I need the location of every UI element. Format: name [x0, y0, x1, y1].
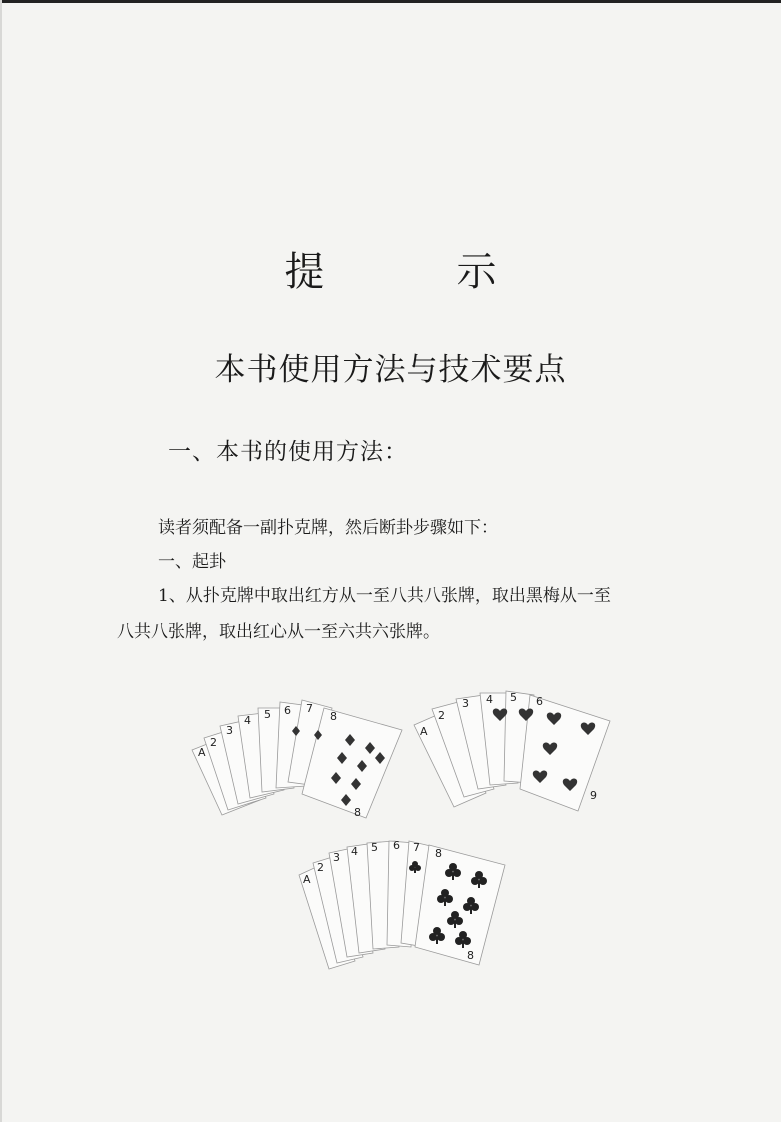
card	[415, 845, 505, 965]
rank-label: 8	[435, 847, 442, 860]
rank-label: 5	[371, 841, 378, 854]
paragraph-step-heading: 一、起卦	[158, 552, 226, 572]
paragraph-step-1: 1、从扑克牌中取出红方从一至八共八张牌，取出黑梅从一至	[158, 586, 611, 606]
diamonds-card-fan	[190, 690, 410, 820]
rank-label: 3	[333, 851, 340, 864]
rank-label: 7	[306, 702, 313, 715]
section-heading: 一、本书的使用方法：	[168, 439, 408, 465]
rank-label: 7	[413, 841, 420, 854]
rank-label: 4	[486, 693, 493, 706]
rank-label: 2	[210, 736, 217, 749]
rank-label: 6	[393, 839, 400, 852]
rank-label: A	[303, 873, 311, 886]
rank-label: A	[420, 725, 428, 738]
rank-label: 2	[317, 861, 324, 874]
rank-label: 5	[510, 691, 517, 704]
rank-label: 6	[536, 695, 543, 708]
rank-label: 8	[354, 806, 361, 819]
clubs-card-fan	[295, 835, 510, 970]
rank-label: 9	[590, 789, 597, 802]
rank-label: 3	[226, 724, 233, 737]
page-subtitle: 本书使用方法与技术要点	[214, 352, 567, 388]
paragraph-step-1-cont: 八共八张牌，取出红心从一至六共六张牌。	[117, 622, 440, 642]
rank-label: 8	[467, 949, 474, 962]
rank-label: 5	[264, 708, 271, 721]
hearts-card-fan	[410, 685, 615, 815]
rank-label: 8	[330, 710, 337, 723]
scan-edge-left	[0, 0, 2, 1122]
rank-label: A	[198, 746, 206, 759]
rank-label: 4	[351, 845, 358, 858]
page-title: 提 示	[284, 249, 543, 295]
rank-label: 4	[244, 714, 251, 727]
rank-label: 2	[438, 709, 445, 722]
rank-label: 3	[462, 697, 469, 710]
rank-label: 6	[284, 704, 291, 717]
scan-edge	[0, 0, 781, 3]
paragraph-intro: 读者须配备一副扑克牌，然后断卦步骤如下：	[158, 518, 498, 538]
